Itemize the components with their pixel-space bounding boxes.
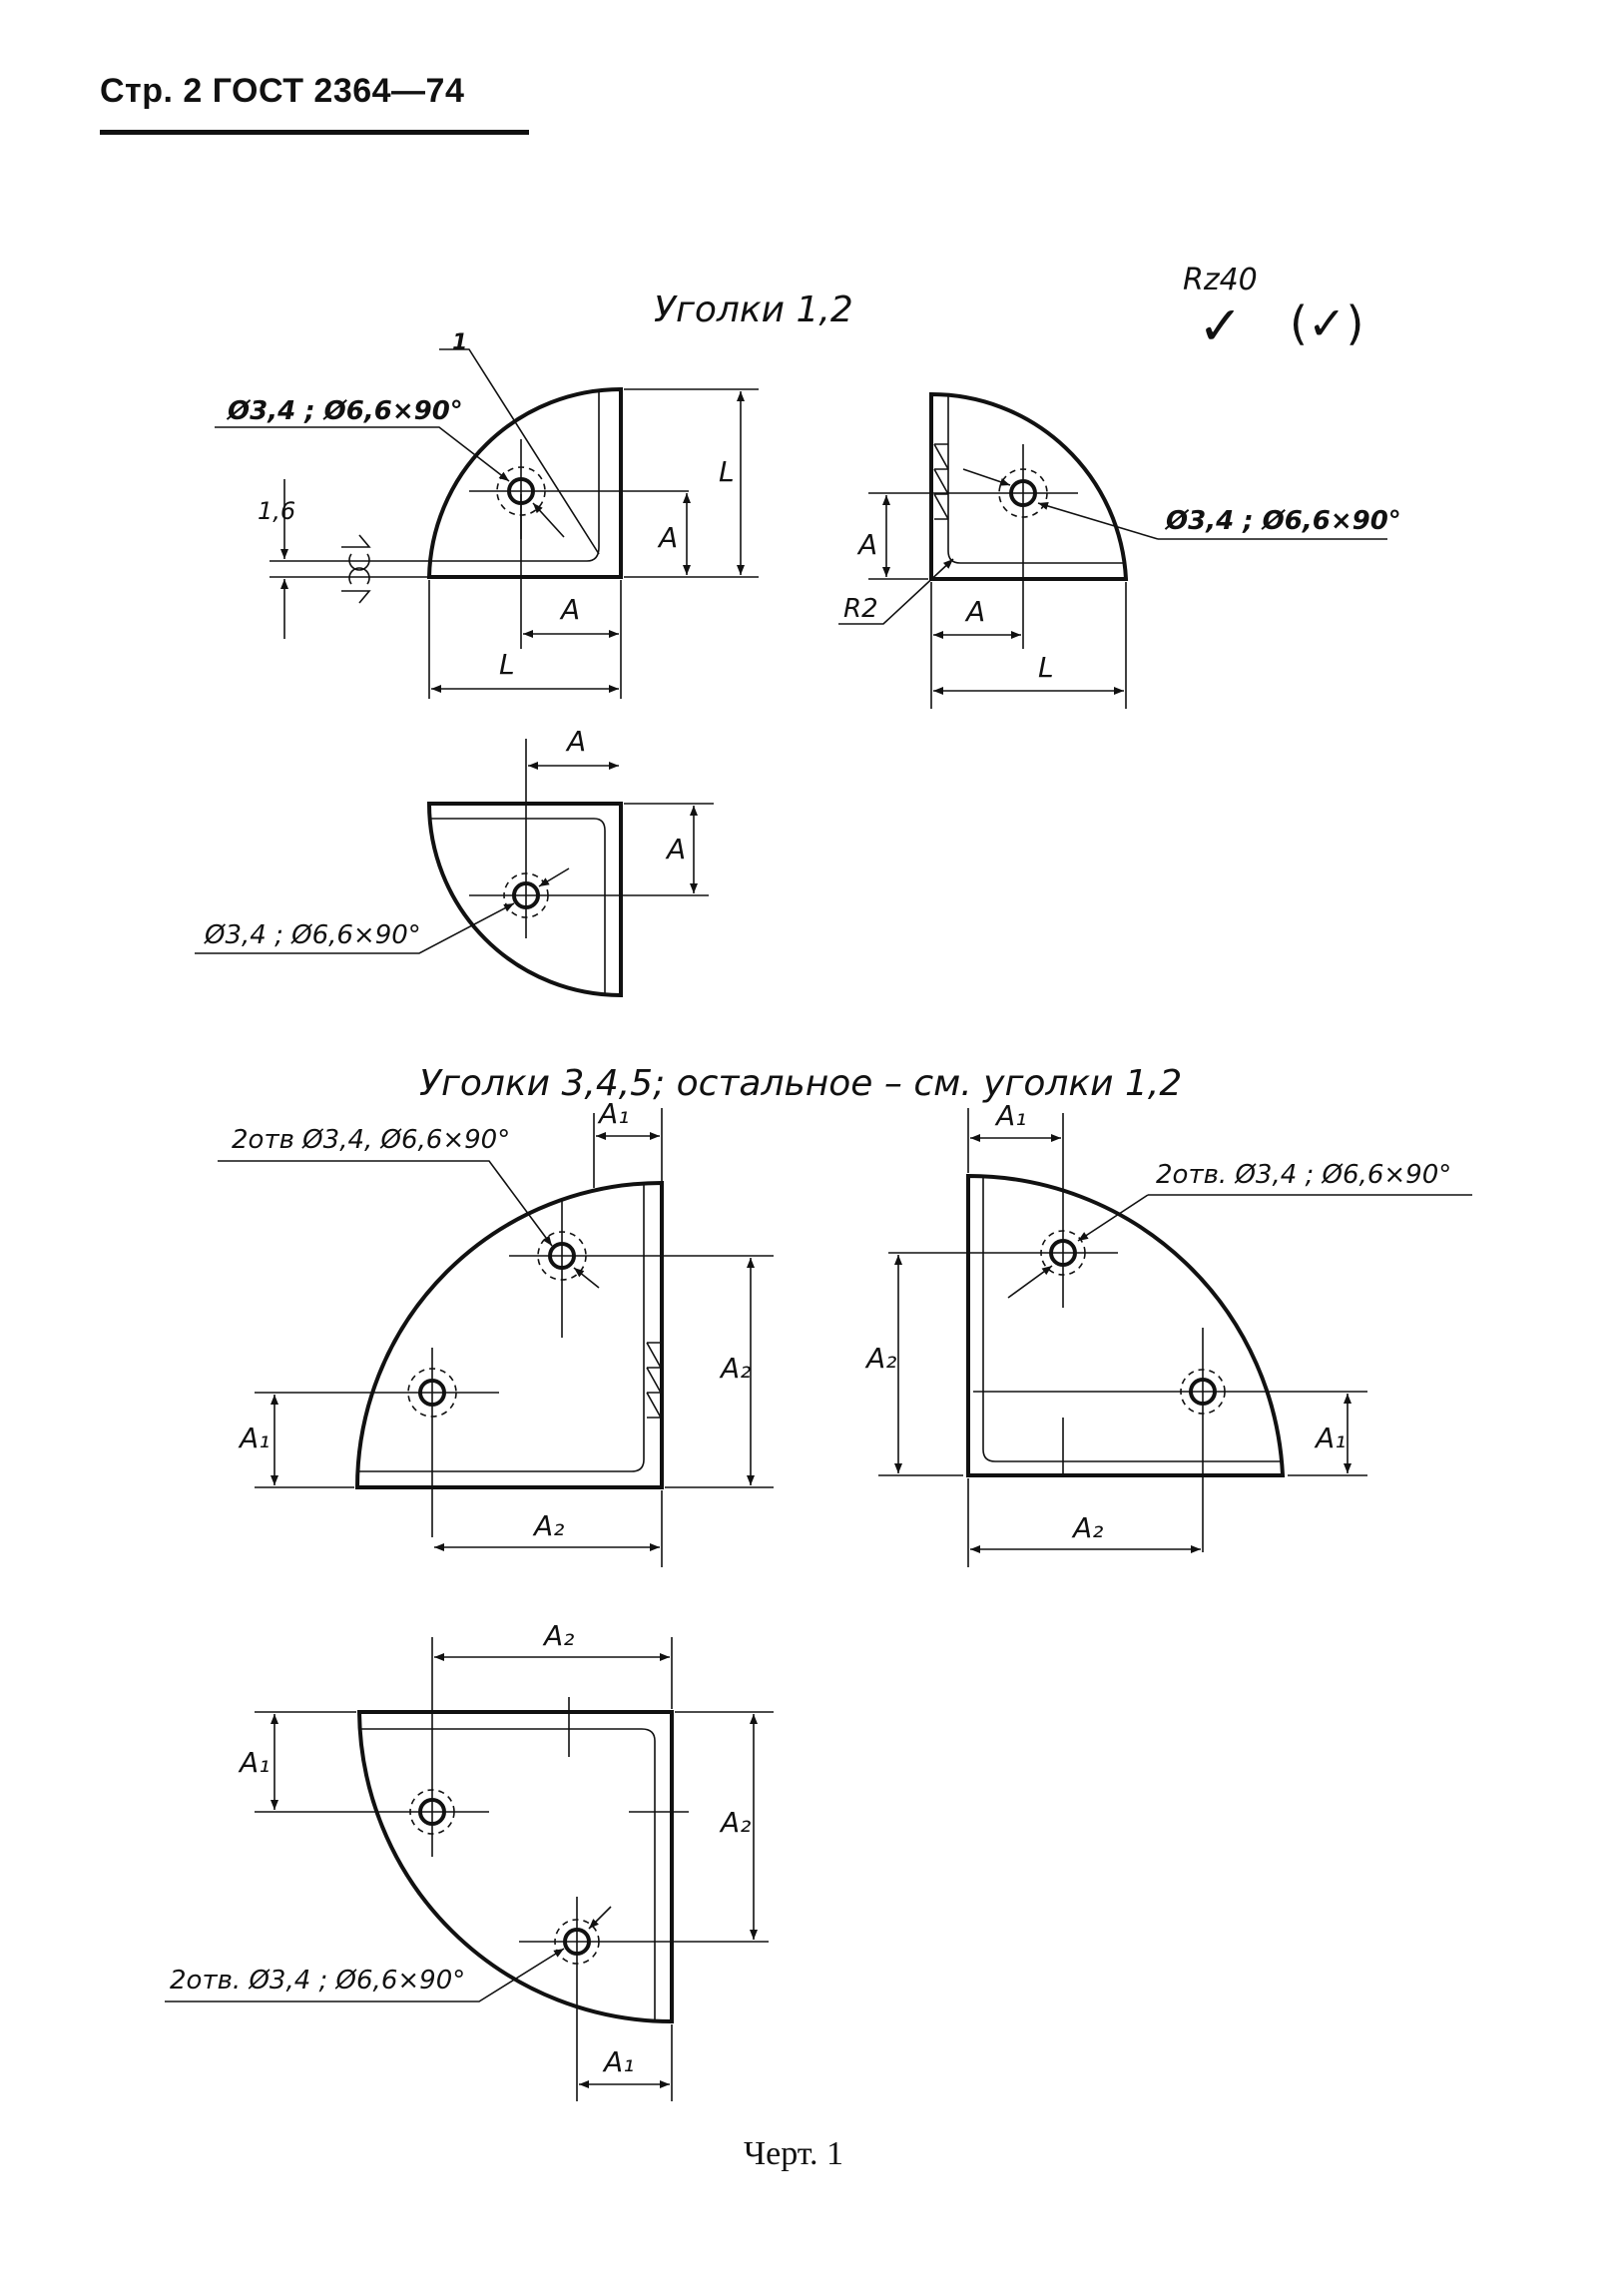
corner-4-dim-A1-top: A₁ [996, 1099, 1027, 1132]
corner-4-dim-A2-vertical: A₂ [866, 1342, 897, 1375]
corner-bottom-dim-A-vertical: A [667, 833, 687, 865]
corner-3-dim-A1-vertical: A₁ [240, 1422, 271, 1454]
roughness-symbol [1183, 263, 1363, 357]
corner-3-hole-note: 2отв Ø3,4, Ø6,6×90° [232, 1125, 511, 1155]
corner-2-view [838, 394, 1401, 709]
page-header: Стр. 2 ГОСТ 2364—74 [100, 72, 465, 110]
corner-4-dim-A2-horizontal: A₂ [1073, 1511, 1104, 1544]
corner-5-dim-A1-bottom: A₁ [604, 2045, 635, 2078]
thickness-dim: 1,6 [258, 497, 296, 525]
corner-1-dim-A-horizontal: A [561, 593, 581, 626]
corner-2-dim-A-horizontal: A [966, 595, 986, 628]
roughness-code: Rz40 [1183, 263, 1258, 297]
roughness-check-icon: ✓ [1198, 294, 1244, 357]
corner-3-dim-A2-vertical: A₂ [721, 1352, 752, 1385]
corner-bottom-dim-A-horizontal: A [567, 725, 587, 758]
corner-5-hole-note: 2отв. Ø3,4 ; Ø6,6×90° [170, 1966, 466, 1996]
radius-dim: R2 [843, 594, 878, 624]
corner-1-dim-L-vertical: L [719, 455, 735, 488]
corner-3-dim-A2-horizontal: A₂ [534, 1509, 565, 1542]
corner-2-dim-L-horizontal: L [1038, 651, 1054, 684]
corner-2-dim-A-vertical: A [858, 528, 878, 561]
corner-1-view [215, 330, 759, 699]
section1-title: Уголки 1,2 [654, 289, 853, 330]
corner-bottom-view [195, 725, 714, 995]
roughness-bracket-icon: (✓) [1290, 296, 1364, 350]
corner-1-dim-L-horizontal: L [499, 648, 515, 681]
corner-5-dim-A2-vertical: A₂ [721, 1806, 752, 1839]
section2-title: Уголки 3,4,5; остальное – см. уголки 1,2 [419, 1063, 1183, 1104]
corner-3-dim-A1-top: A₁ [599, 1097, 630, 1130]
corner-5-dim-A2-top: A₂ [544, 1619, 575, 1652]
corner-4-dim-A1-vertical: A₁ [1316, 1422, 1347, 1454]
corner-4-hole-note: 2отв. Ø3,4 ; Ø6,6×90° [1156, 1160, 1452, 1190]
corner-2-hole-note: Ø3,4 ; Ø6,6×90° [1166, 506, 1401, 536]
corner-3-view [218, 1097, 774, 1567]
corner-bottom-hole-note: Ø3,4 ; Ø6,6×90° [205, 920, 421, 950]
figure-caption: Черт. 1 [744, 2135, 844, 2172]
corner-5-dim-A1-vertical: A₁ [240, 1746, 271, 1779]
corner-1-dim-A-vertical: A [659, 521, 679, 554]
corner-1-hole-note: Ø3,4 ; Ø6,6×90° [228, 396, 463, 426]
corner-5-view [165, 1619, 774, 2101]
leader-number: 1 [452, 330, 468, 355]
corner-4-view [864, 1099, 1472, 1567]
